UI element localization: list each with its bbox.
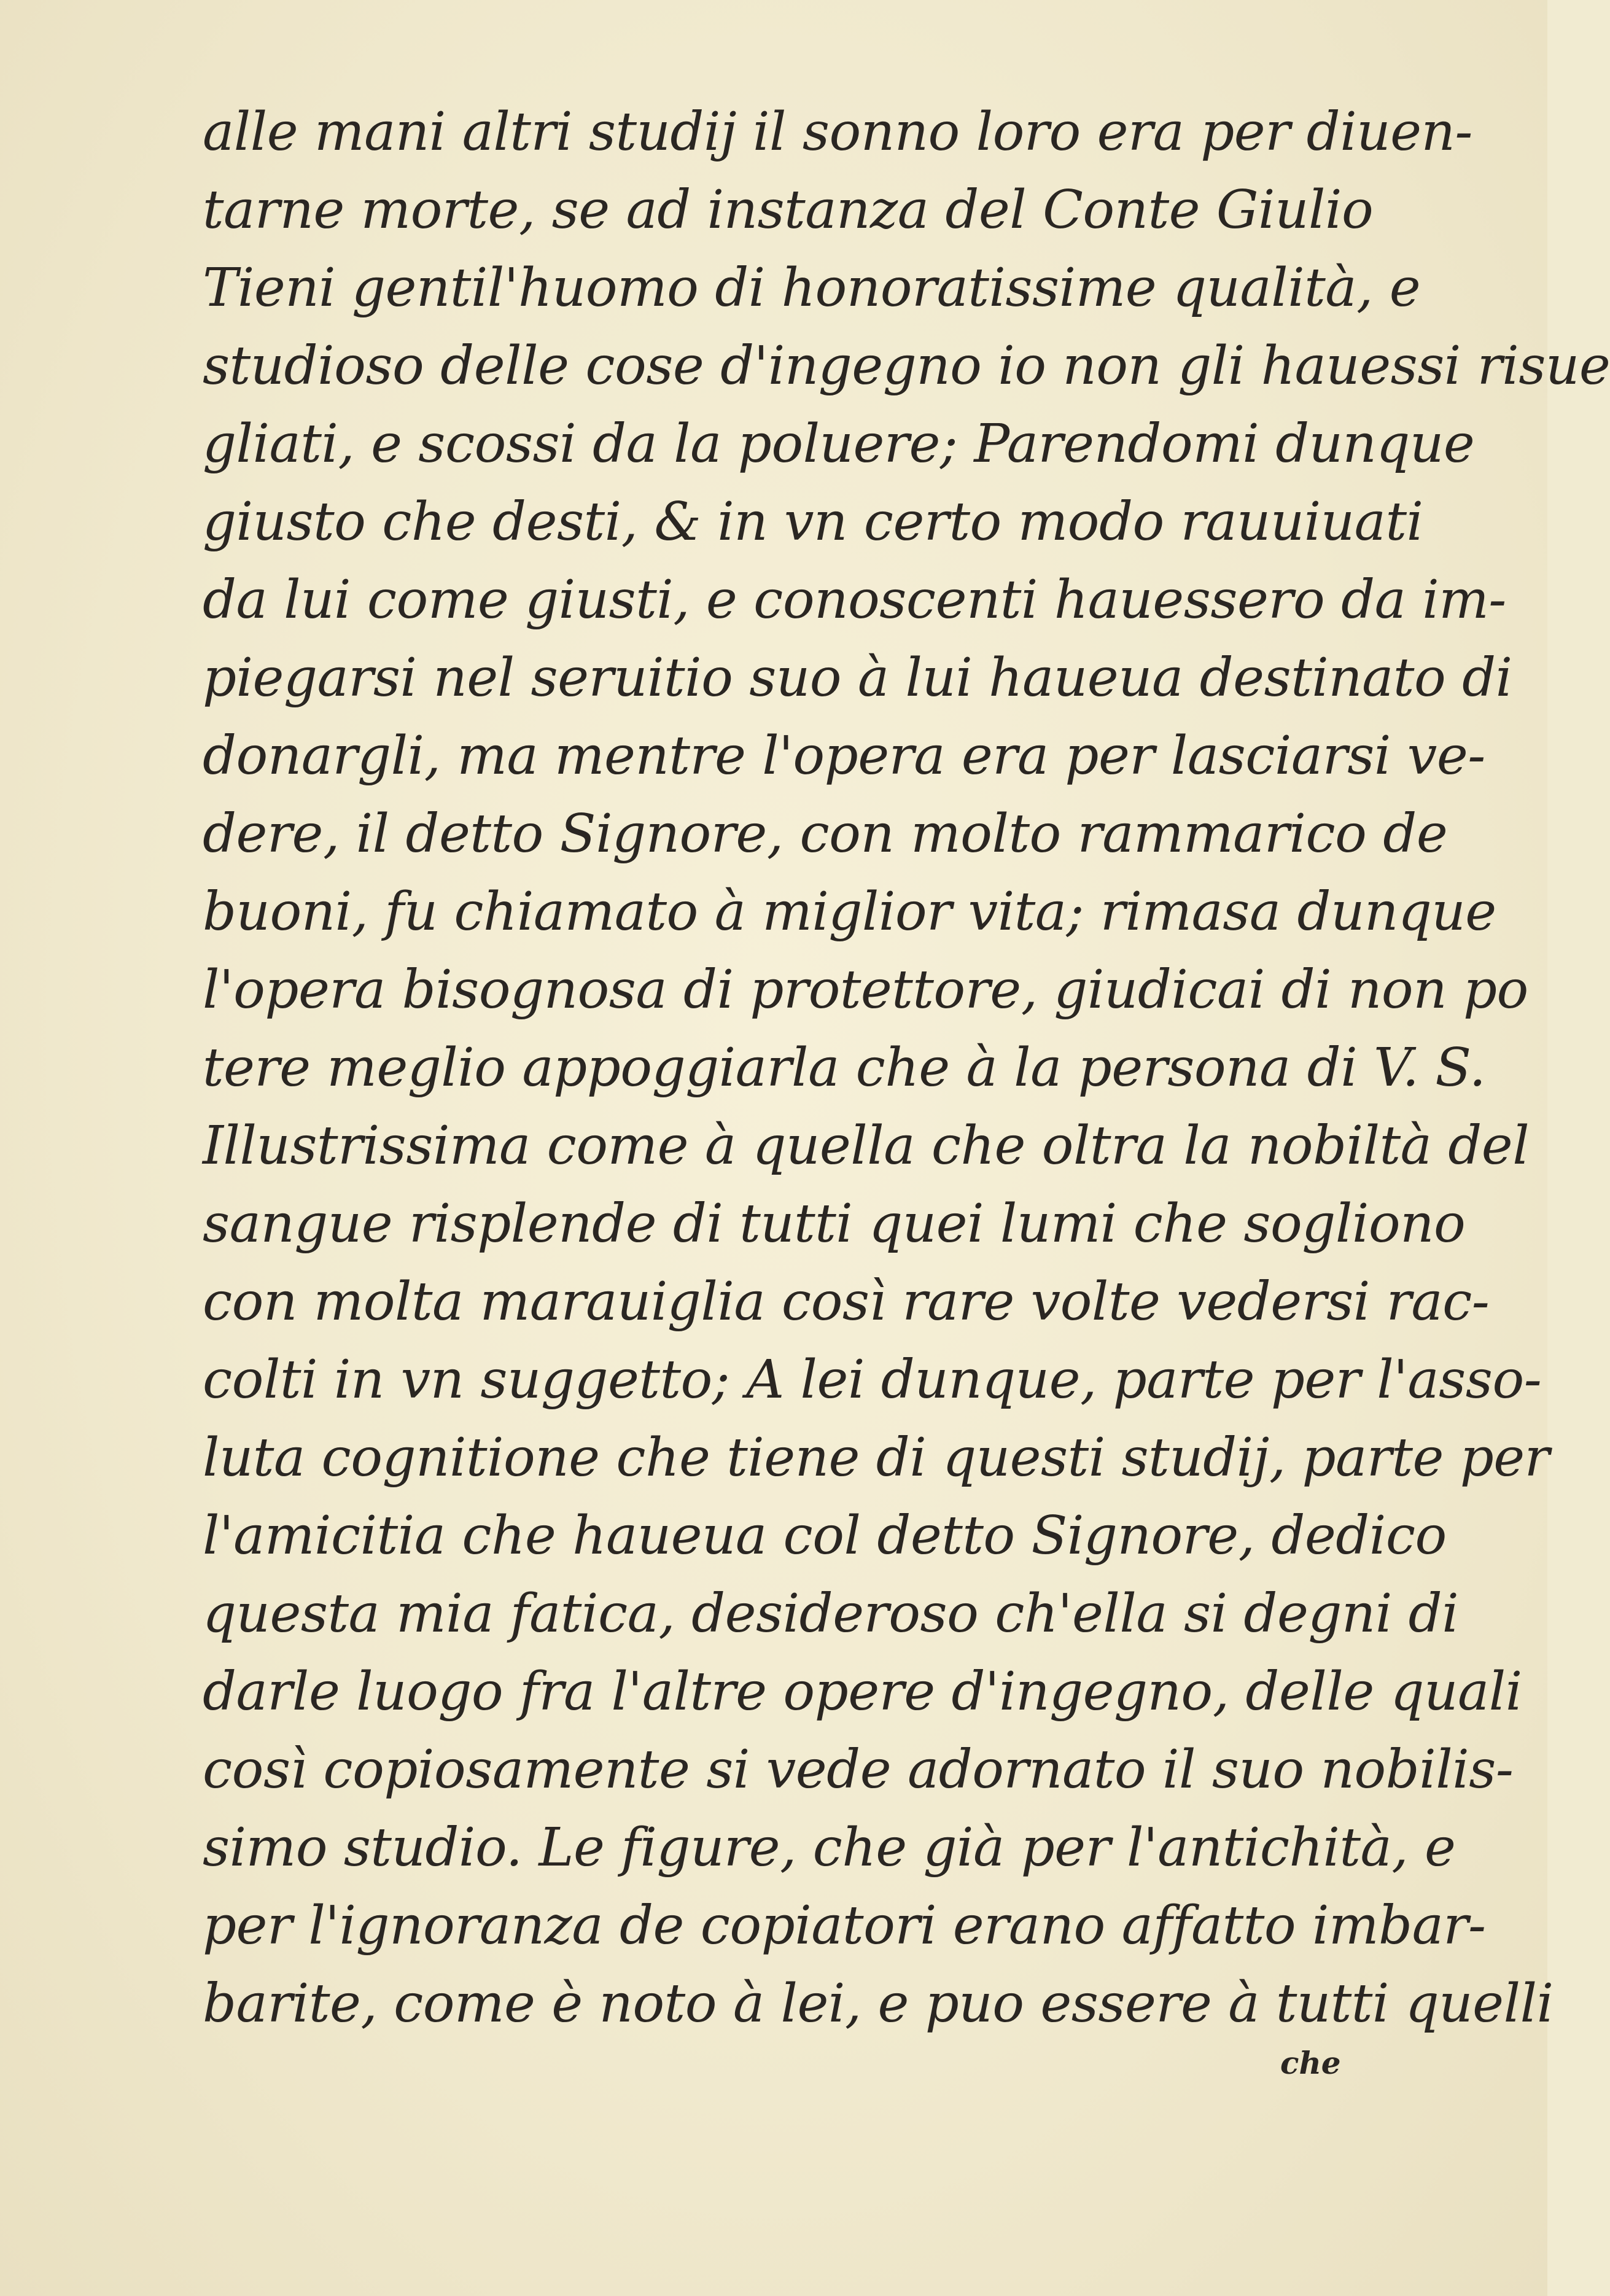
text-line: studioso delle cose d'ingegno io non gli hauessi risue	[203, 335, 1610, 397]
text-line: dere, il detto Signore, con molto rammarico de	[203, 803, 1448, 865]
text-line: per l'ignoranza de copiatori erano affatto imbar-	[203, 1895, 1486, 1956]
text-line: colti in vn suggetto; A lei dunque, parte per l'asso-	[203, 1349, 1542, 1411]
text-line: donargli, ma mentre l'opera era per lasciarsi ve-	[203, 725, 1485, 787]
text-line: da lui come giusti, e conoscenti hauessero da im-	[203, 569, 1506, 631]
text-line: Illustrissima come à quella che oltra la nobiltà del	[203, 1115, 1530, 1177]
text-line: tarne morte, se ad instanza del Conte Giulio	[203, 179, 1374, 241]
text-line: gliati, e scossi da la poluere; Parendomi dunque	[203, 413, 1475, 475]
text-line: darle luogo fra l'altre opere d'ingegno, delle quali	[203, 1661, 1522, 1722]
text-line: l'amicitia che haueua col detto Signore, dedico	[203, 1505, 1447, 1566]
text-line: sangue risplende di tutti quei lumi che sogliono	[203, 1193, 1466, 1255]
text-line: così copiosamente si vede adornato il suo nobilis-	[203, 1739, 1514, 1800]
text-line: piegarsi nel seruitio suo à lui haueua destinato di	[203, 647, 1512, 709]
catchword: che	[1280, 2045, 1341, 2081]
text-line: Tieni gentil'huomo di honoratissime qualità, e	[203, 257, 1421, 319]
text-line: simo studio. Le figure, che già per l'antichità, e	[203, 1817, 1456, 1878]
text-line: alle mani altri studij il sonno loro era per diuen-	[203, 101, 1472, 163]
text-line: barite, come è noto à lei, e puo essere à tutti quelli	[203, 1973, 1554, 2034]
text-line: giusto che desti, & in vn certo modo rauuiuati	[203, 491, 1423, 553]
text-line: questa mia fatica, desideroso ch'ella si degni di	[203, 1583, 1459, 1644]
text-line: luta cognitione che tiene di questi studij, parte per	[203, 1427, 1550, 1489]
text-line: con molta marauiglia così rare volte vedersi rac-	[203, 1271, 1490, 1333]
text-line: buoni, fu chiamato à miglior vita; rimasa dunque	[203, 881, 1496, 943]
text-line: tere meglio appoggiarla che à la persona di V. S.	[203, 1037, 1486, 1099]
text-line: l'opera bisognosa di protettore, giudicai di non po	[203, 959, 1528, 1021]
